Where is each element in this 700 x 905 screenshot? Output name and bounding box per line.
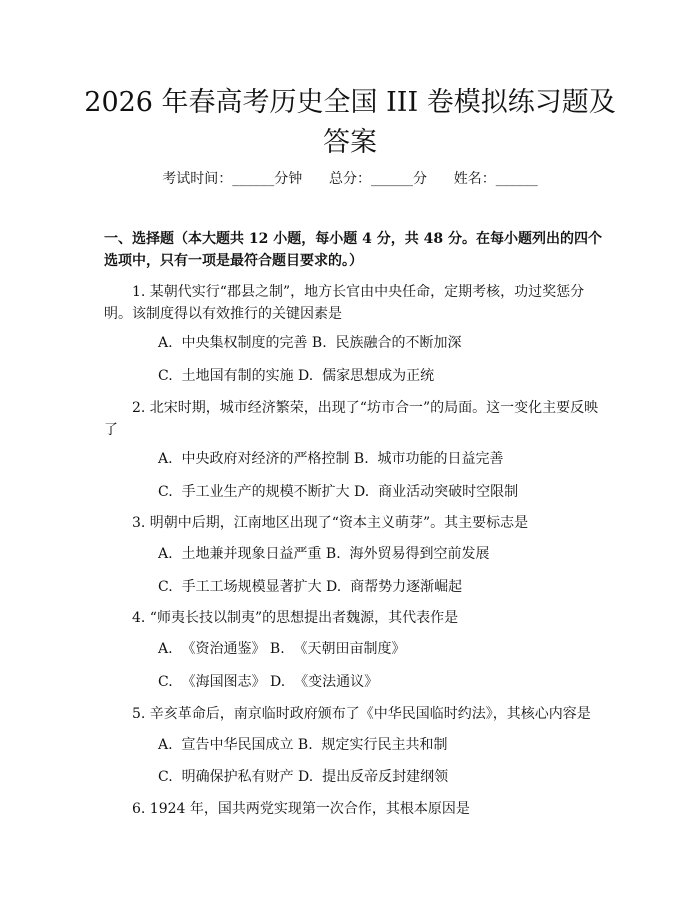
question-4: 4. “师夷长技以制夷”的思想提出者魏源，其代表作是	[132, 610, 459, 626]
question-2: 2. 北宋时期，城市经济繁荣，出现了“坊市合一”的局面。这一变化主要反映了	[104, 400, 599, 438]
question-2-options-cd: C. 手工业生产的规模不断扩大 D. 商业活动突破时空限制	[158, 484, 519, 500]
question-1-options-ab: A. 中央集权制度的完善 B. 民族融合的不断加深	[158, 335, 462, 351]
question-3-options-cd: C. 手工工场规模显著扩大 D. 商帮势力逐渐崛起	[158, 579, 463, 595]
exam-meta-info: 考试时间：______分钟 总分：______分 姓名：______	[162, 171, 538, 187]
question-3-options-ab: A. 土地兼并现象日益严重 B. 海外贸易得到空前发展	[158, 546, 490, 562]
exam-title: 2026 年春高考历史全国 III 卷模拟练习题及答案	[84, 87, 616, 158]
question-6: 6. 1924 年，国共两党实现第一次合作，其根本原因是	[132, 801, 470, 817]
question-2-options-ab: A. 中央政府对经济的严格控制 B. 城市功能的日益完善	[158, 451, 504, 467]
question-5: 5. 辛亥革命后，南京临时政府颁布了《中华民国临时约法》，其核心内容是	[132, 706, 591, 722]
question-1-options-cd: C. 土地国有制的实施 D. 儒家思想成为正统	[158, 368, 435, 384]
question-4-options-cd: C. 《海国图志》 D. 《变法通议》	[158, 674, 379, 690]
question-4-options-ab: A. 《资治通鉴》 B. 《天朝田亩制度》	[158, 641, 406, 657]
question-5-options-ab: A. 宣告中华民国成立 B. 规定实行民主共和制	[158, 737, 448, 753]
question-1: 1. 某朝代实行“郡县之制”，地方长官由中央任命，定期考核，功过奖惩分明。该制度得以有效推行的关键因素是	[104, 284, 585, 322]
question-5-options-cd: C. 明确保护私有财产 D. 提出反帝反封建纲领	[158, 769, 449, 785]
section-heading: 一、选择题（本大题共 12 小题，每小题 4 分，共 48 分。在每小题列出的四个选项中，只有一项是最符合题目要求的。）	[104, 231, 602, 269]
question-3: 3. 明朝中后期，江南地区出现了“资本主义萌芽”。其主要标志是	[132, 515, 529, 531]
